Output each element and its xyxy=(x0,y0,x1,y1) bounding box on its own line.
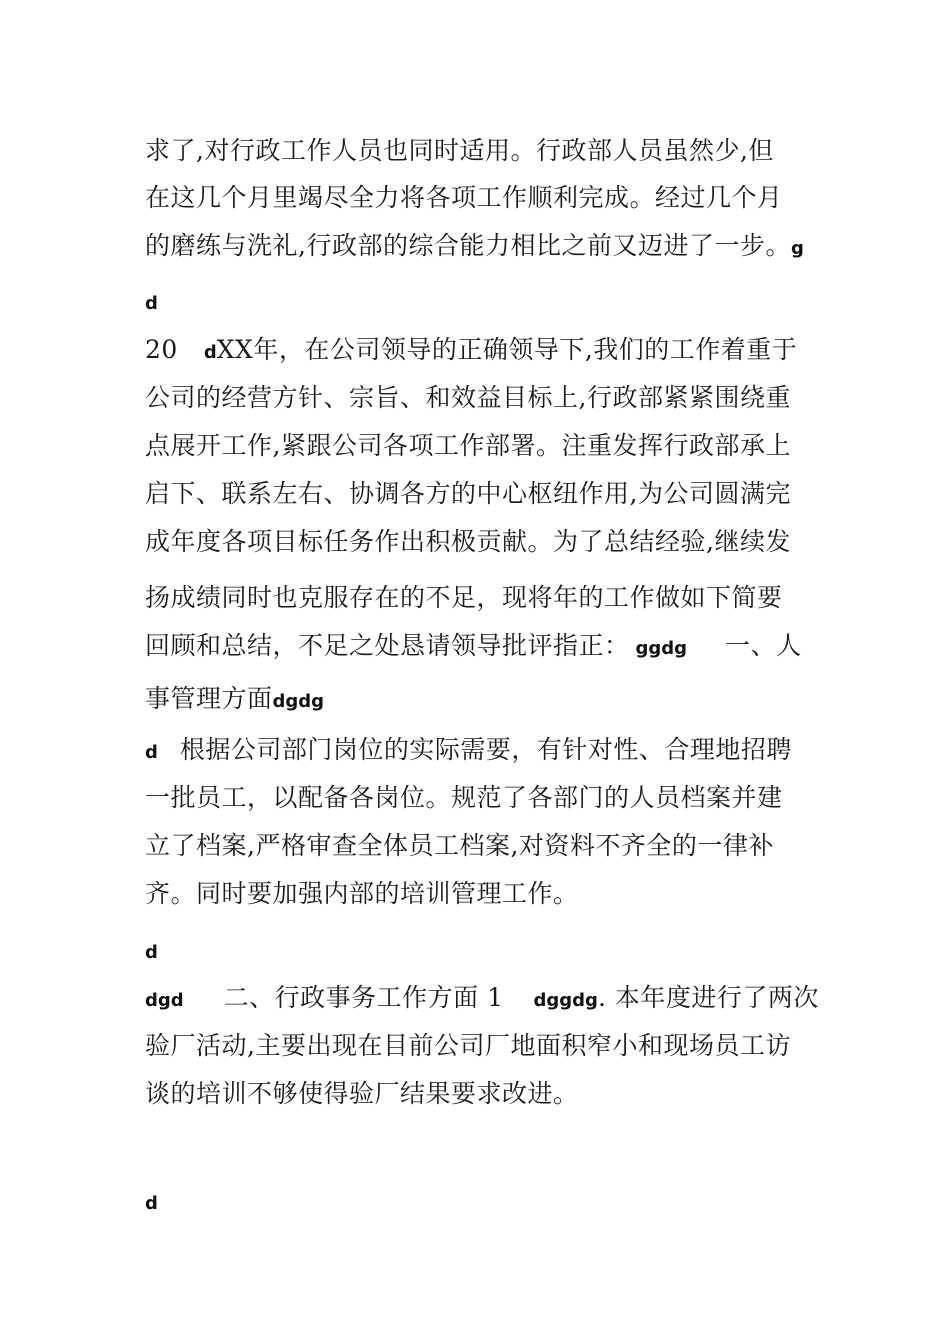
section-heading-part: 一、人 xyxy=(725,631,802,660)
paragraph-line xyxy=(145,134,825,168)
paragraph-line xyxy=(145,381,825,415)
paragraph-line xyxy=(145,877,825,911)
format-mark: d xyxy=(203,342,217,363)
year-suffix: XX xyxy=(216,335,254,364)
format-mark: ggdg xyxy=(635,638,688,659)
paragraph-line xyxy=(145,429,825,463)
format-mark: d xyxy=(145,1193,158,1214)
format-mark: dgdg xyxy=(272,691,325,712)
format-mark-line xyxy=(145,284,825,321)
line-text: 立了档案,严格审查全体员工档案,对资料不齐全的一律补 xyxy=(145,831,774,860)
format-mark: g xyxy=(790,238,804,259)
paragraph-line xyxy=(145,682,825,719)
paragraph-line xyxy=(145,829,825,863)
line-text: 公司的经营方针、宗旨、和效益目标上,行政部紧紧围绕重 xyxy=(145,383,791,412)
line-text: 启下、联系左右、协调各方的中心枢纽作用,为公司圆满完 xyxy=(145,479,791,508)
section-heading-part: 事管理方面 xyxy=(145,684,273,713)
format-mark-line xyxy=(145,1184,825,1221)
line-text: 扬成绩同时也克服存在的不足，现将年的工作做如下简要 xyxy=(145,583,783,612)
line-text: . 本年度进行了两次 xyxy=(597,983,819,1012)
format-mark: d xyxy=(145,293,158,314)
paragraph-line xyxy=(145,333,825,370)
paragraph-line xyxy=(145,477,825,511)
format-mark-line xyxy=(145,933,825,970)
line-text: 在这几个月里竭尽全力将各项工作顺利完成。经过几个月 xyxy=(145,183,783,212)
paragraph-line xyxy=(145,525,825,559)
line-text: 验厂活动,主要出现在目前公司厂地面积窄小和现场员工访 xyxy=(145,1031,791,1060)
format-mark: d xyxy=(145,942,158,963)
paragraph-line xyxy=(145,1077,825,1111)
paragraph-line xyxy=(145,1029,825,1063)
line-text: 点展开工作,紧跟公司各项工作部署。注重发挥行政部承上 xyxy=(145,431,791,460)
line-text: 的磨练与洗礼,行政部的综合能力相比之前又迈进了一步。 xyxy=(145,231,791,260)
line-text: 一批员工，以配备各岗位。规范了各部门的人员档案并建 xyxy=(145,783,783,812)
paragraph-line xyxy=(145,629,825,666)
line-text: 年，在公司领导的正确领导下,我们的工作着重于 xyxy=(253,335,798,364)
line-text: 求了,对行政工作人员也同时适用。行政部人员虽然少,但 xyxy=(145,136,774,165)
paragraph-line xyxy=(145,781,825,815)
line-text: 谈的培训不够使得验厂结果要求改进。 xyxy=(145,1079,579,1108)
line-text: 成年度各项目标任务作出积极贡献。为了总结经验,继续发 xyxy=(145,527,791,556)
format-mark: dgd xyxy=(145,990,184,1011)
section-heading-part: 二、行政事务工作方面 1 xyxy=(223,983,504,1012)
line-text: 齐。同时要加强内部的培训管理工作。 xyxy=(145,879,579,908)
paragraph-line xyxy=(145,733,825,770)
format-mark: d xyxy=(145,742,158,763)
paragraph-line xyxy=(145,581,825,615)
paragraph-line xyxy=(145,981,825,1018)
year-prefix: 20 xyxy=(145,335,178,364)
paragraph-line xyxy=(145,181,825,215)
paragraph-line xyxy=(145,229,825,266)
line-text: 根据公司部门岗位的实际需要，有针对性、合理地招聘 xyxy=(179,735,792,764)
line-text: 回顾和总结，不足之处恳请领导批评指正： xyxy=(145,631,630,660)
format-mark: dggdg xyxy=(533,990,598,1011)
